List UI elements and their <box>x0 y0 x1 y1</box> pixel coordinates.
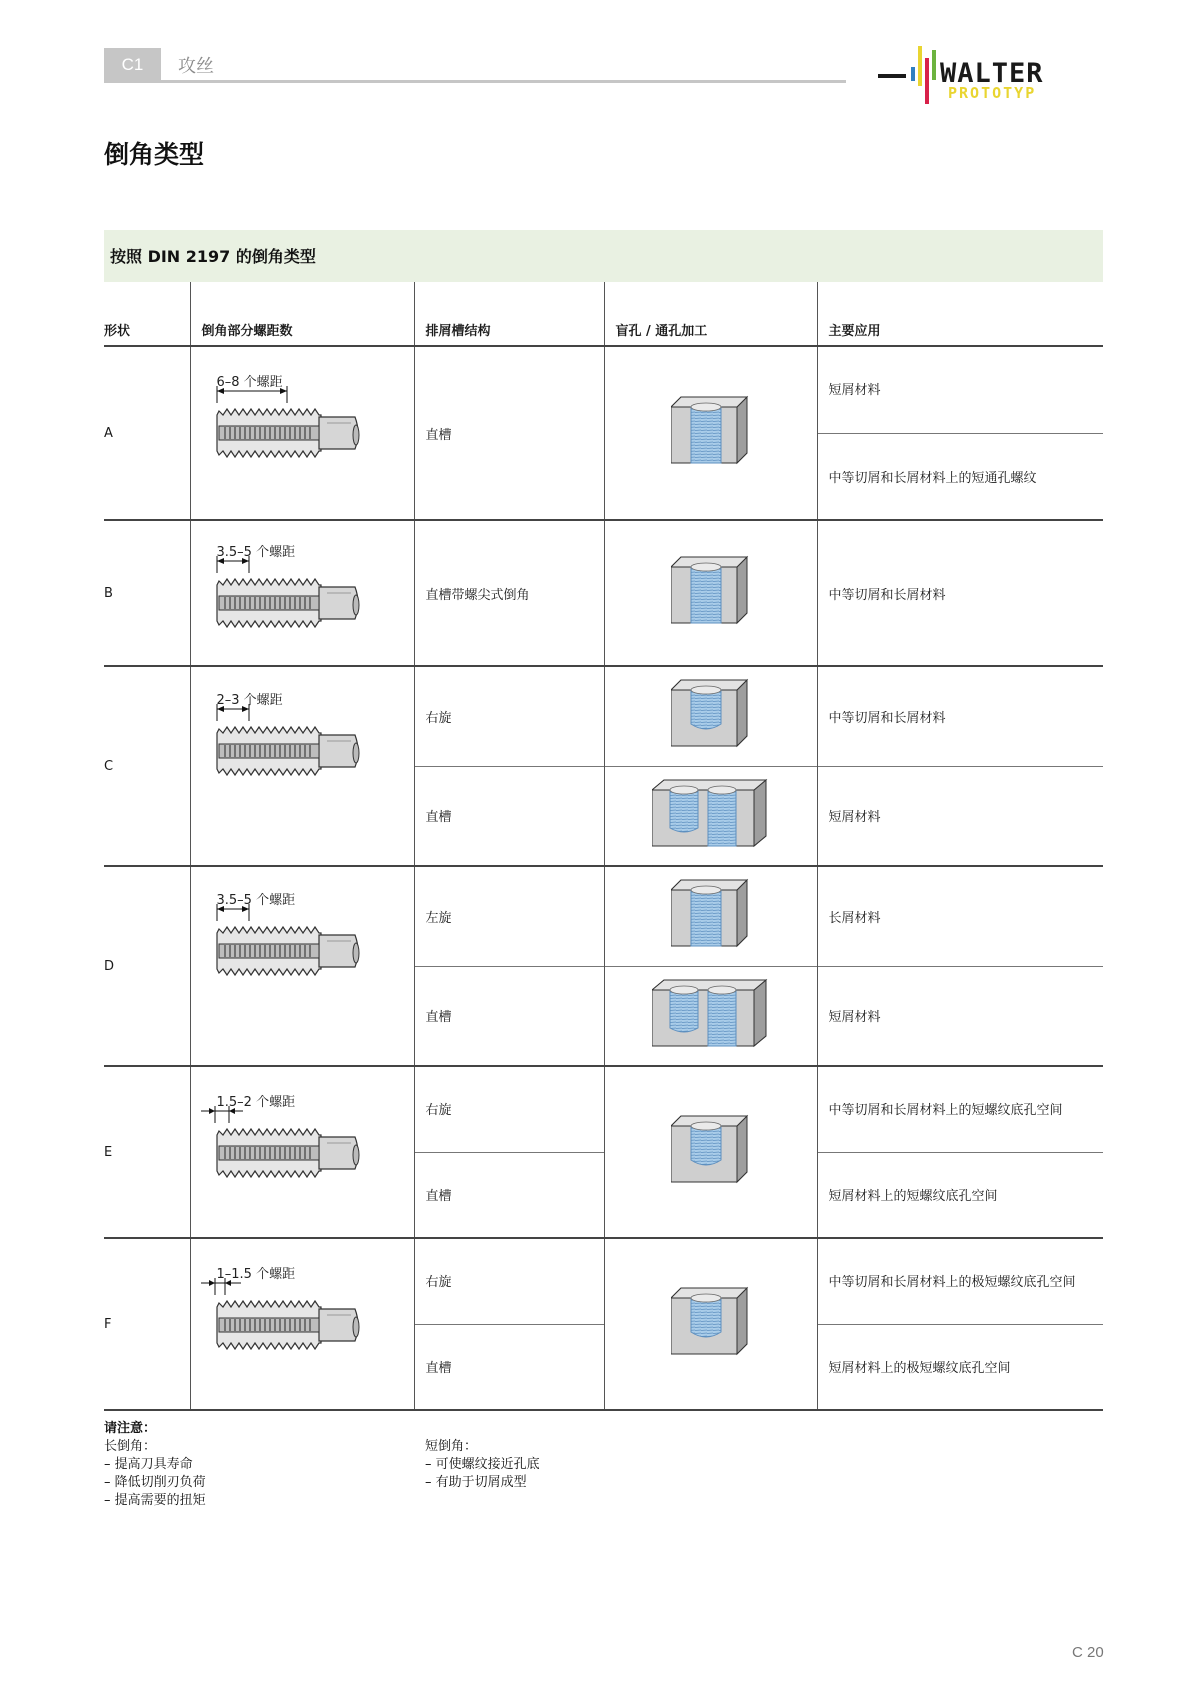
chamfer-table <box>104 282 1103 1411</box>
pitch-label: 1–1.5 个螺距 <box>216 1267 296 1282</box>
application-text: 短屑材料 <box>817 766 1103 866</box>
header-rule <box>104 80 846 83</box>
pitch-label: 1.5–2 个螺距 <box>216 1095 296 1110</box>
blind-and-through-hole-icon <box>652 778 770 850</box>
table-header-row <box>104 282 1103 346</box>
application-text: 短屑材料上的短螺纹底孔空间 <box>817 1152 1103 1238</box>
tap-icon <box>201 1103 377 1183</box>
table-row-f <box>104 1238 1103 1324</box>
application-text: 中等切屑和长屑材料 <box>817 666 1103 766</box>
flute-text: 右旋 <box>414 1238 604 1324</box>
blind-and-through-hole-icon <box>652 978 770 1050</box>
col-hole: 盲孔 / 通孔加工 <box>604 282 817 346</box>
blind-hole-icon <box>671 678 751 750</box>
table-title-band <box>104 230 1103 282</box>
notes-long <box>104 1420 206 1510</box>
flute-text: 直槽 <box>414 1324 604 1410</box>
notes-heading: 请注意： <box>104 1421 157 1436</box>
blind-hole-icon <box>671 1114 751 1186</box>
shape-label: C <box>104 758 114 774</box>
application-text: 短屑材料上的极短螺纹底孔空间 <box>817 1324 1103 1410</box>
tap-diagram-cell <box>190 346 414 520</box>
table-row-a <box>104 346 1103 433</box>
hole-diagram-cell <box>604 1066 817 1238</box>
application-text: 短屑材料 <box>817 346 1103 433</box>
hole-diagram-cell <box>604 766 817 866</box>
through-hole-icon <box>671 878 751 950</box>
hole-diagram-cell <box>604 966 817 1066</box>
tap-icon <box>215 383 375 463</box>
application-text: 中等切屑和长屑材料上的短螺纹底孔空间 <box>817 1066 1103 1152</box>
tap-diagram-cell <box>190 520 414 666</box>
through-hole-icon <box>671 555 751 627</box>
shape-label: F <box>104 1238 190 1410</box>
pitch-label: 2–3 个螺距 <box>216 693 283 708</box>
note-item: – 提高刀具寿命 <box>104 1457 193 1472</box>
tap-diagram-cell <box>190 1238 414 1410</box>
page-number: C 20 <box>1072 1644 1104 1661</box>
short-chamfer-title: 短倒角： <box>425 1439 478 1454</box>
hole-diagram-cell <box>604 866 817 966</box>
col-shape: 形状 <box>104 324 131 339</box>
application-text: 中等切屑和长屑材料上的短通孔螺纹 <box>817 433 1103 520</box>
chapter-tab: C1 <box>104 48 161 80</box>
flute-text: 右旋 <box>414 1066 604 1152</box>
tap-icon <box>215 901 375 981</box>
pitch-label: 3.5–5 个螺距 <box>216 545 296 560</box>
application-text: 中等切屑和长屑材料 <box>817 520 1103 666</box>
shape-label: A <box>104 425 113 441</box>
tap-diagram-cell <box>190 866 414 1066</box>
note-item: – 有助于切屑成型 <box>425 1475 527 1490</box>
tap-icon <box>215 701 375 781</box>
tap-diagram-cell <box>190 1066 414 1238</box>
flute-text: 直槽 <box>414 1152 604 1238</box>
logo-brand: WALTER <box>940 58 1044 89</box>
page-title: 倒角类型 <box>104 140 205 169</box>
note-item: – 提高需要的扭矩 <box>104 1493 206 1508</box>
notes-short <box>425 1438 540 1492</box>
tap-icon <box>201 1275 377 1355</box>
shape-label: B <box>104 585 113 601</box>
note-item: – 可使螺纹接近孔底 <box>425 1457 540 1472</box>
flute-text: 直槽带螺尖式倒角 <box>414 520 604 666</box>
flute-text: 右旋 <box>414 666 604 766</box>
table-row-c <box>104 666 1103 766</box>
hole-diagram-cell <box>604 1238 817 1410</box>
shape-label: D <box>104 958 115 974</box>
flute-text: 左旋 <box>414 866 604 966</box>
long-chamfer-title: 长倒角： <box>104 1439 157 1454</box>
flute-text: 直槽 <box>414 966 604 1066</box>
pitch-label: 6–8 个螺距 <box>216 375 283 390</box>
application-text: 短屑材料 <box>817 966 1103 1066</box>
col-pitch: 倒角部分螺距数 <box>190 282 414 346</box>
pitch-label: 3.5–5 个螺距 <box>216 893 296 908</box>
note-item: – 降低切削刃负荷 <box>104 1475 206 1490</box>
hole-diagram-cell <box>604 666 817 766</box>
table-title: 按照 DIN 2197 的倒角类型 <box>110 247 316 266</box>
tap-diagram-cell <box>190 666 414 866</box>
tap-icon <box>215 553 375 633</box>
hole-diagram-cell <box>604 520 817 666</box>
walter-logo <box>878 44 1108 104</box>
hole-diagram-cell <box>604 346 817 520</box>
application-text: 长屑材料 <box>817 866 1103 966</box>
application-text: 中等切屑和长屑材料上的极短螺纹底孔空间 <box>817 1238 1103 1324</box>
section-title: 攻丝 <box>178 56 214 77</box>
flute-text: 直槽 <box>414 766 604 866</box>
table-row-d <box>104 866 1103 966</box>
table-row-e <box>104 1066 1103 1152</box>
through-hole-icon <box>671 395 751 467</box>
blind-hole-icon <box>671 1286 751 1358</box>
col-application: 主要应用 <box>817 282 1103 346</box>
col-flute: 排屑槽结构 <box>414 282 604 346</box>
shape-label: E <box>104 1144 113 1160</box>
table-row-b <box>104 520 1103 666</box>
logo-sub: PROTOTYP <box>948 84 1037 102</box>
flute-text: 直槽 <box>414 346 604 520</box>
